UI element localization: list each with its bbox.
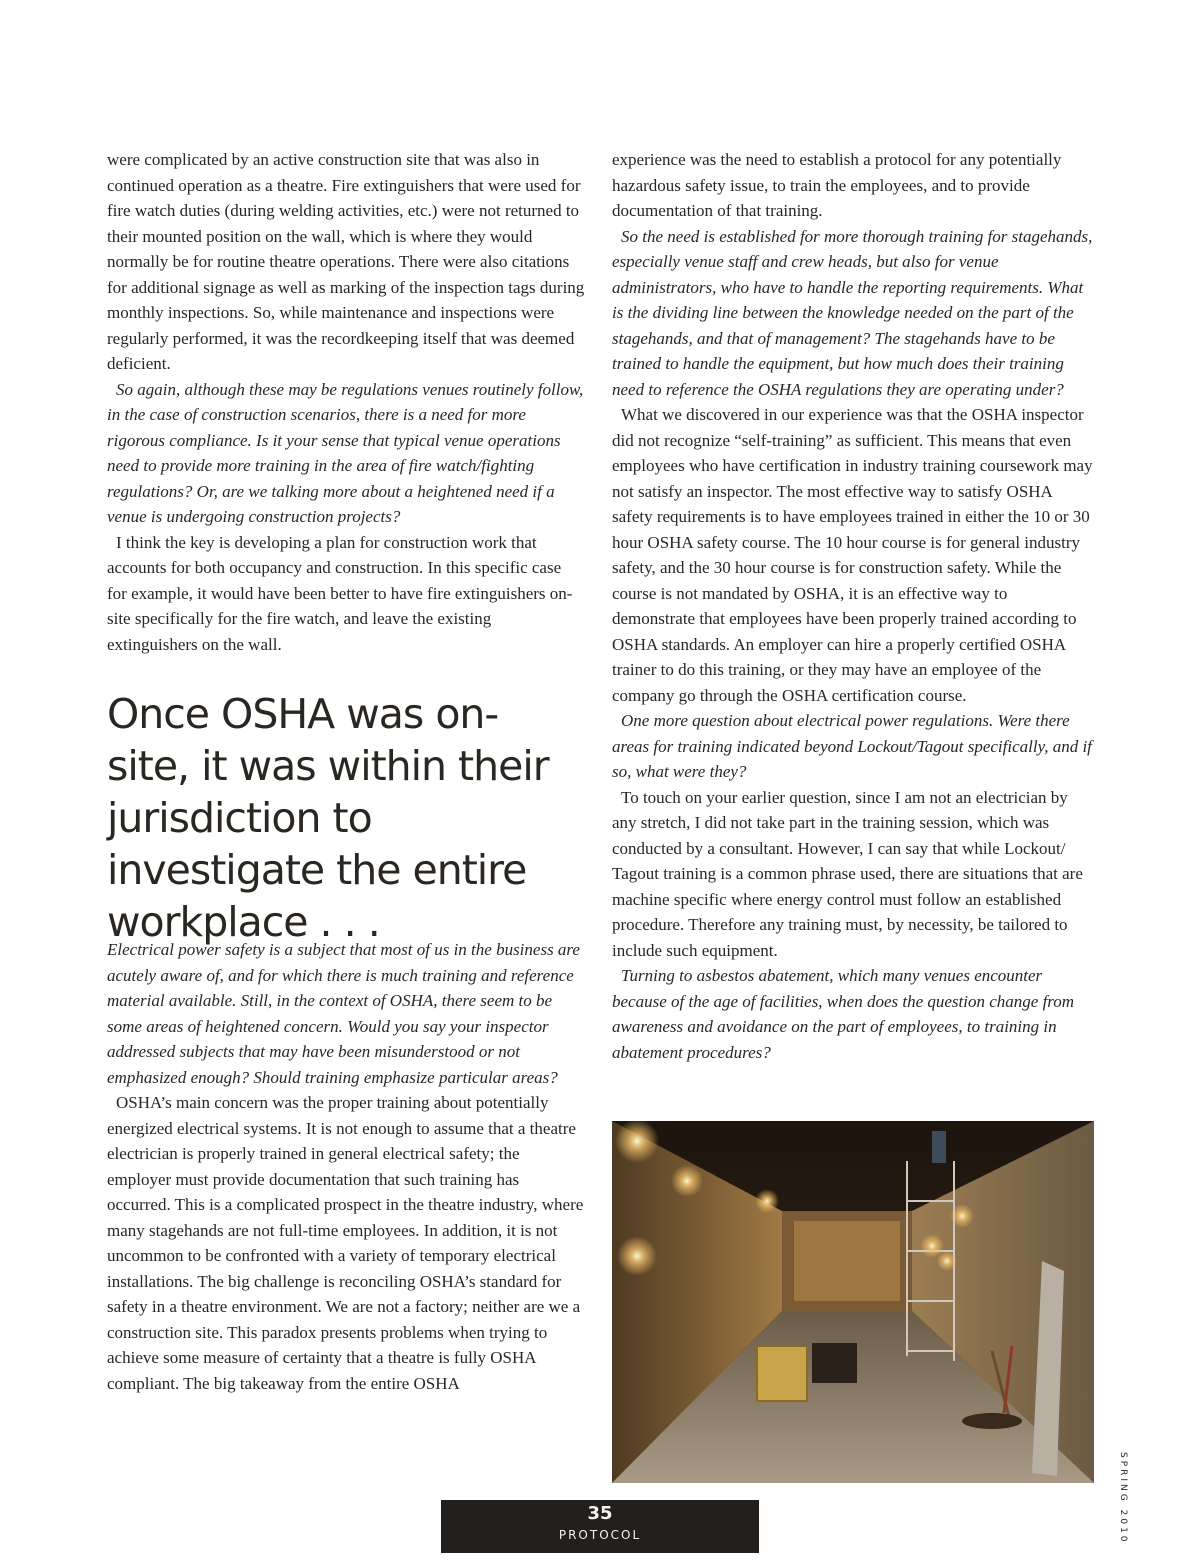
answer-paragraph: What we discovered in our experience was that the OSHA inspector did not recognize “self-training” as sufficient. This means that even employees who have certification in industry training coursework may not satisfy an inspector. The most effective way to satisfy OSHA safety requirements is to have employees trained in either the 10 or 30 hour OSHA safety course. The 10 hour course is for general industry safety, and the 30 hour course is for construction safety. While the course is not mandated by OSHA, it is an effective way to demonstrate that employees have been properly trained according to OSHA standards. An employer can hire a properly certified OSHA trainer to do this training, or they may have an employee of the company go through the OSHA certification course. [612,405,1093,705]
construction-corridor-photo [612,1121,1094,1483]
answer-paragraph: OSHA’s main concern was the proper training about potentially energized electrical systems. It is not enough to assume that a theatre electrician is properly trained in general electrical safety; the employer must provide documentation that such training has occurred. This is a complicated prospect in the theatre industry, where many stagehands are not full-time employees. In addition, it is not uncommon to be confronted with a variety of temporary electrical installations. The big challenge is reconciling OSHA’s standard for safety in a theatre environment. We are not a factory; neither are we a construction site. This paradox presents problems when trying to achieve some measure of certainty that a theatre is fully OSHA compliant. The big takeaway from the entire OSHA [107,1093,584,1393]
answer-paragraph: were complicated by an active construction site that was also in continued operation as a theatre. Fire extinguishers that were used for fire watch duties (during welding activities, etc.) were not returned to their mounted position on the wall, which is where they would normally be for routine theatre operations. There were also citations for additional signage as well as marking of the inspection tags during monthly inspections. So, while maintenance and inspections were regularly performed, it was the recordkeeping itself that was deemed deficient. [107,150,585,373]
publication-name: PROTOCOL [558,1528,642,1542]
question-paragraph: So again, although these may be regulations venues routinely follow, in the case of construction scenarios, there is a need for more rigorous compliance. Is it your sense that typical venue operations need to provide more training in the area of fire watch/fighting regulations? Or, are we talking more about a heightened need if a venue is undergoing construction projects? [107,379,584,526]
answer-paragraph: I think the key is developing a plan for construction work that accounts for both occupancy and construction. In this specific case for example, it would have been better to have fire extinguishers on-site specifically for the fire watch, and leave the existing extinguishers on the wall. [107,532,573,654]
question-paragraph: One more question about electrical power regulations. Were there areas for training indicated beyond Lockout/Tagout specifically, and if so, what were they? [612,711,1092,781]
article-column-right [612,147,1094,1065]
answer-paragraph: experience was the need to establish a protocol for any potentially hazardous safety issue, to train the employees, and to provide documentation of that training. [612,150,1062,220]
question-paragraph: Electrical power safety is a subject that most of us in the business are acutely aware of, and for which there is much training and reference material available. Still, in the context of OSHA, there seem to be some areas of heightened concern. Would you say your inspector addressed subjects that may have been misunderstood or not emphasized enough? Should training emphasize particular areas? [107,940,580,1087]
question-paragraph: Turning to asbestos abatement, which many venues encounter because of the age of facilities, when does the question change from awareness and avoidance on the part of employees, to training in abatement procedures? [612,966,1075,1062]
question-paragraph: So the need is established for more thorough training for stagehands, especially venue staff and crew heads, but also for venue administrators, who have to handle the reporting requirements. What is the dividing line between the knowledge needed on the part of the stagehands, and that of management? The stagehands have to be trained to handle the equipment, but how much does their training need to reference the OSHA regulations they are operating under? [612,226,1093,399]
article-column-left [107,147,585,657]
issue-label: SPRING 2010 [1118,1452,1128,1545]
page-footer [441,1500,759,1553]
article-column-left-lower [107,937,585,1396]
page-number: 35 [587,1503,613,1524]
pull-quote: Once OSHA was on-site, it was within their jurisdiction to investigate the entire workplace . . . [107,690,549,946]
answer-paragraph: To touch on your earlier question, since I am not an electrician by any stretch, I did not take part in the training session, which was conducted by a consultant. However, I can say that while Lockout/ Tagout training is a common phrase used, there are situations that are machine specific where energy control must follow an established procedure. Therefore any training must, by necessity, be tailored to include such equipment. [612,787,1083,960]
photo-illustration [612,1121,1094,1483]
